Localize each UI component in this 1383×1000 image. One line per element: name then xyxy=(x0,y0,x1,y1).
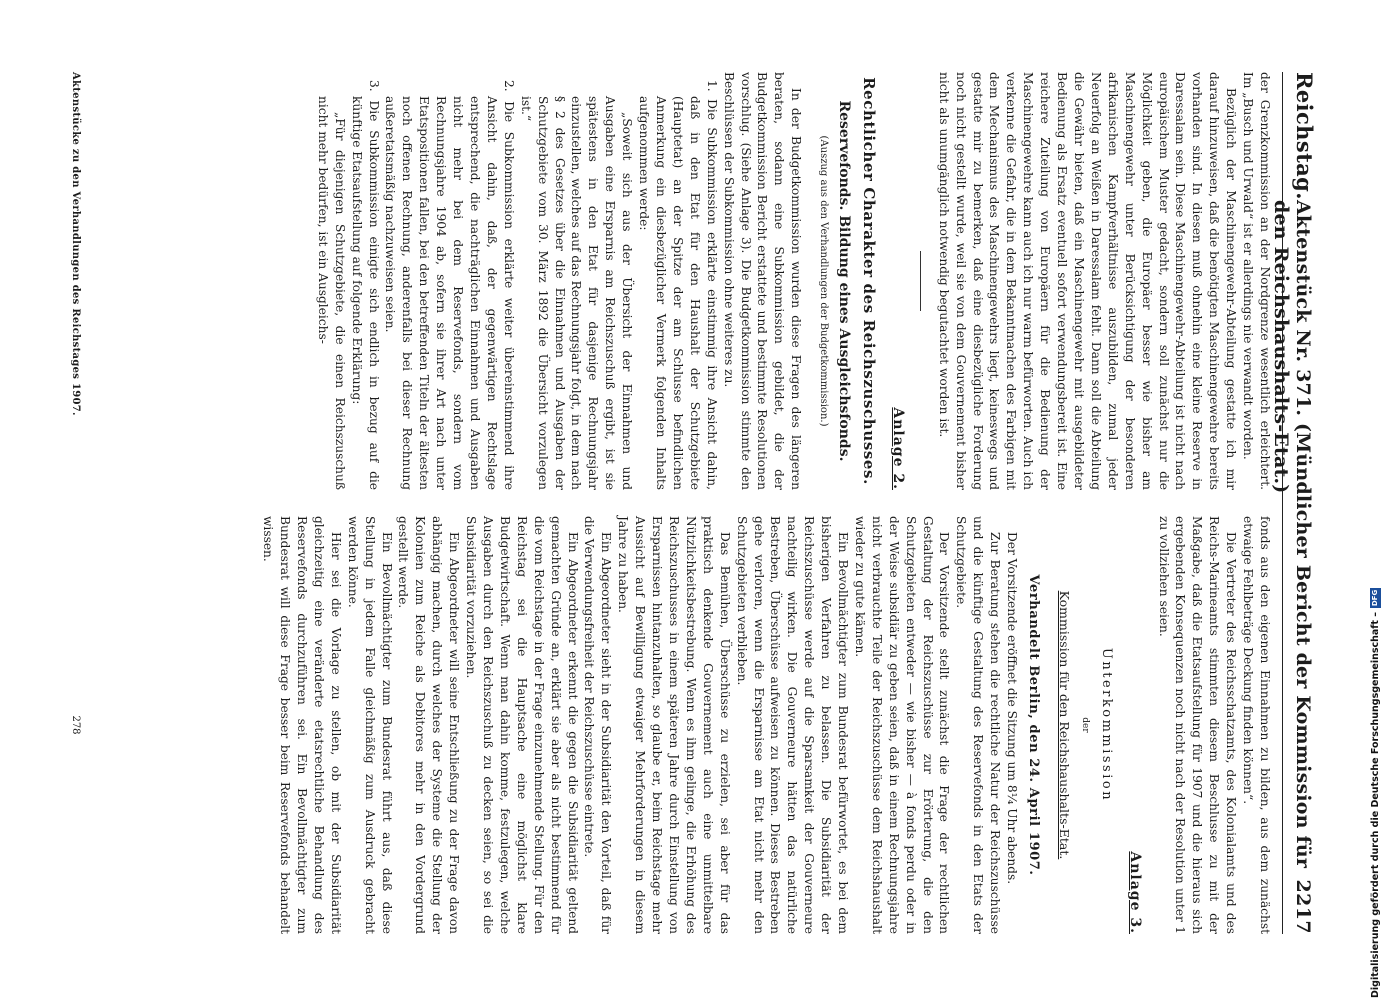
anlage-3-label: Anlage 3. xyxy=(1126,851,1143,934)
footer-source-line: Aktenstücke zu den Verhandlungen des Reichstages 1907. xyxy=(70,72,81,416)
subcommission-der: der xyxy=(1079,717,1090,733)
running-head xyxy=(1270,72,1317,934)
paragraph: Der Vorsitzende stellt zunächst die Frage der rechtlichen Gestaltung der Reichszuschüsse zur Erörterung, die den Schutzgebieten entweder — wie bisher — à fonds perdu oder in der Weise subsidiär zu geben seien, daß in einem Rechnungsjahre nicht verbrauchte Teile der Reichszuschüsse dem Reichshaushalt wieder zu gute kämen. xyxy=(852,516,952,934)
subcommission-subtitle: Kommission für den Reichshaushalts-Etat. xyxy=(1056,590,1072,860)
session-dateline: Verhandelt Berlin, den 24. April 1907. xyxy=(1026,574,1042,876)
anlage-2-title: Rechtlicher Charakter des Reichszuschusses. xyxy=(859,77,878,485)
paragraph: Ein Bevollmächtigter zum Bundesrat führt aus, daß diese Stellung in jedem Falle gleichmäßig zum Ausdruck gebracht werden könne. xyxy=(345,516,394,934)
anlage-2-label: Anlage 2. xyxy=(889,407,906,490)
numbered-item-2: 2. Die Subkommission erklärte weiter übereinstimmend ihre Ansicht dahin, daß, der gegenwärtigen Rechtslage entsprechend, die nachträglichen Einnahmen und Ausgaben nicht mehr bei dem Reservefonds, sondern vom Rechnungsjahre 1904 ab, sofern sie ihrer Art nach unter Etatspositionen fallen, bei den betreffenden Titeln der ältesten noch offenen Rechnung, anderenfalls bei dieser Rechnung außeretatsmäßig nachzuweisen seien. xyxy=(383,80,516,490)
footer-page-number: 278 xyxy=(70,715,81,735)
digitization-credit xyxy=(1370,588,1381,998)
credit-text: Digitalisierung gefördert durch die Deutsche Forschungsgemeinschaft – xyxy=(1370,611,1381,998)
section-divider xyxy=(920,251,921,311)
paragraph: Hier sei die Vorlage zu stellen, ob mit der Subsidiarität gleichzeitig eine veränderte etatsrechtliche Behandlung des Reservefonds durchzuführen sei. Ein Bevollmächtigter zum Bundesrat will diese Frage besser beim Reservefonds behandelt wissen. xyxy=(261,516,343,934)
paragraph: Zur Beratung stehen die rechtliche Natur der Reichszuschüsse und die künftige Gestaltung des Reservefonds in den Etats der Schutzgebiete. xyxy=(954,516,1003,934)
anlage-2-subtitle: Reservefonds. Bildung eines Ausgleichsfonds. xyxy=(836,100,853,462)
quoted-resolution-3: „Für diejenigen Schutzgebiete, die einen Reichszuschuß nicht mehr bedürfen, ist ein Ausgleichs- xyxy=(315,96,347,490)
numbered-item-1: 1. Die Subkommission erklärte einstimmig ihre Ansicht dahin, daß in den Etat für den Haushalt der Schutzgebiete (Hauptetat) an der Spitze der am Schlusse befindlichen Anmerkung ein diesbezüglicher Vermerk folgenden Inhalts aufgenommen werde: xyxy=(637,80,719,490)
paragraph: Ein Abgeordneter will seine Entschließung zu der Frage davon abhängig machen, durch welches der Systeme die Stellung der Kolonien zum Reiche als Debitores mehr in den Vordergrund gestellt werde. xyxy=(396,516,462,934)
paragraph: In der Budgetkommission wurden diese Fragen des längeren beraten, sodann eine Subkommission gebildet, die der Budgetkommission Bericht erstattete und bestimmte Resolutionen vorschlug. (Siehe Anlage 3). Die Budgetkommission stimmte den Beschlüssen der Subkommission ohne weiteres zu. xyxy=(721,72,804,490)
subcommission-title: Unterkommission xyxy=(1098,647,1114,803)
header-page-number: 2217 xyxy=(1292,879,1314,934)
paragraph: fonds aus den eigenen Einnahmen zu bilden, aus dem zunächst etwaige Fehlbeträge Deckung finden können“. xyxy=(1241,516,1272,934)
header-left: Reichstag. xyxy=(1292,72,1317,200)
paragraph: Bezüglich der Maschinengewehr-Abteilung gestatte ich mir darauf hinzuweisen, daß die benötigten Maschinengewehre bereits vorhanden sind. In diesen muß ohnehin eine kleine Reserve in Daressalam sein. Diese Maschinengewehr-Abteilung ist nicht nach europäischem Muster gedacht, sondern soll zunächst nur die Möglichkeit geben, die Europäer besser wie bisher am Maschinengewehr unter Berücksichtigung der besonderen afrikanischen Kampfverhältnisse auszubilden, zumal jeder Neuerfolg an Weißen in Daressalam fehlt. Dann soll die Abteilung die Gewähr bieten, daß ein Maschinengewehr mit ausgebildeter Bedienung als Ersatz eventuell sofort verwendungsbereit ist. Eine reichere Zuteilung von Europäern für die Bedienung der Maschinengewehre kann auch ich nur warm befürworten. Auch ich verkenne die Gefahr, die in dem Bekanntmachen des Farbigen mit dem Mechanismus des Maschinengewehrs liegt, keineswegs und gestatte mir zu bemerken, daß eine diesbezügliche Forderung noch nicht gestellt wurde, weil sie von dem Gouvernement bisher nicht als unumgänglich notwendig begutachtet worden ist. xyxy=(936,72,1239,490)
page-content xyxy=(70,72,1317,934)
paragraph: der Grenzkommission an der Nordgrenze wesentlich erleichtert. Im „Busch und Urwald“ ist er allerdings nie verwandt worden. xyxy=(1241,72,1272,490)
left-column xyxy=(314,72,1273,490)
paragraph: Ein Bevollmächtigter zum Bundesrat befürwortet, es bei dem bisherigen Verfahren zu belassen. Die Subsidiarität der Reichszuschüsse werde auf die Sparsamkeit der Gouverneure nachteilig wirken. Die Gouverneure hätten das natürliche Bestreben, Überschüsse aufweisen zu können. Dieses Bestreben gehe verloren, wenn die Ersparnisse am Etat nicht mehr den Schutzgebieten verblieben. xyxy=(734,516,851,934)
header-title: Aktenstück Nr. 371. (Mündlicher Bericht der Kommission für den Reichshaushalts-Etat.) xyxy=(1270,199,1314,869)
paragraph: Ein Abgeordneter erkennt die gegen die Subsidiarität geltend gemachten Gründe an, erklärt sie aber als nicht bestimmend für die vom Reichstage in der Frage einzunehmende Stellung. Für den Reichstag sei die Hauptsache eine möglichst klare Budgetwirtschaft. Wenn man dahin komme, festzulegen, welche Ausgaben durch den Reichszuschuß zu decken seien, so sei die Subsidiarität vorzuziehen. xyxy=(464,516,580,934)
paragraph: Die Vertreter des Reichsschatzamts, des Kolonialamts und des Reichs-Marineamts stimmten diesem Beschlusse zu mit der Maßgabe, daß die Etatsaufstellung für 1907 und die hieraus sich ergebenden Konsequenzen noch nicht nach der Resolution unter 1 zu vollziehen seien. xyxy=(1156,516,1239,934)
right-column xyxy=(259,516,1273,934)
paragraph: Der Vorsitzende eröffnet die Sitzung um 8¼ Uhr abends. xyxy=(1005,532,1020,885)
quoted-resolution-1: „Soweit sich aus der Übersicht der Einnahmen und Ausgaben eine Ersparnis am Reichszuschuß ergibt, ist sie spätestens in den Etat für dasjenige Rechnungsjahr einzustellen, welches auf das Rechnungsjahr folgt, in dem nach § 2 des Gesetzes über die Einnahmen und Ausgaben der Schutzgebiete vom 30. März 1892 die Übersicht vorzulegen ist.“ xyxy=(518,96,635,490)
numbered-item-3: 3. Die Subkommission einigte sich endlich in bezug auf die künftige Etatsaufstellung auf folgende Erklärung: xyxy=(349,80,381,490)
paragraph: Das Bemühen, Überschüsse zu erzielen, sei aber für das praktisch denkende Gouvernement auch eine unmittelbare Nützlichkeitsbestrebung. Wenn es ihm gelinge, die Erhöhung des Reichszuschusses in einem späteren Jahre durch Einstellung von Ersparnissen hintanzuhalten, so glaube er, beim Reichstage mehr Aussicht auf Bewilligung etwaiger Mehrforderungen in diesem Jahre zu haben. xyxy=(616,516,732,934)
anlage-2-note: (Auszug aus den Verhandlungen der Budgetkommission.) xyxy=(818,135,830,427)
dfg-logo-icon: DFG xyxy=(1371,589,1379,607)
paragraph: Ein Abgeordneter sieht in der Subsidiarität den Vorteil, daß für die Verwendungsfreiheit der Reichszuschüsse eintrete. xyxy=(582,516,614,934)
